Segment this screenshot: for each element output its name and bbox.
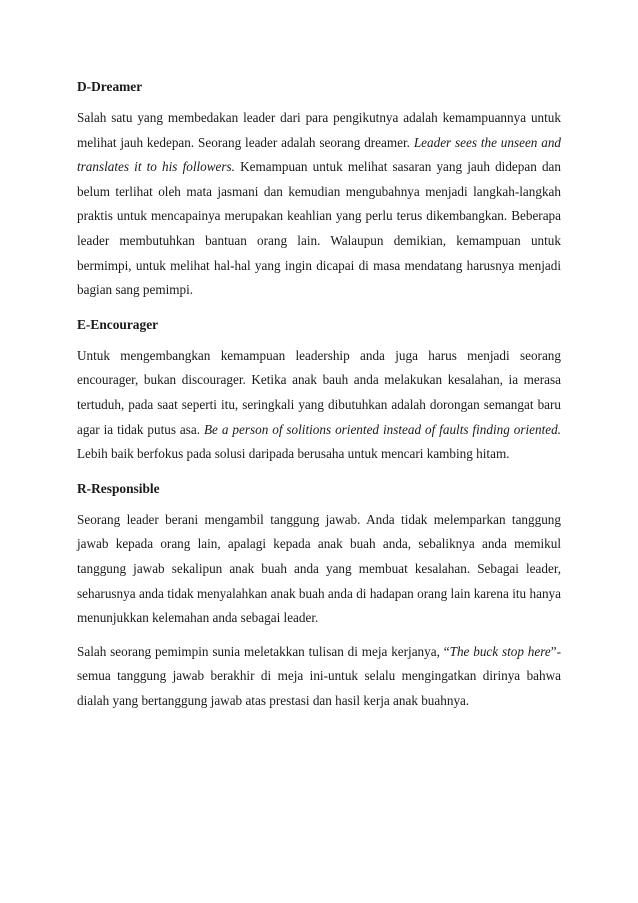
text-segment: Lebih baik berfokus pada solusi daripada berusaha untuk mencari kambing hitam.: [77, 446, 510, 462]
paragraph-dreamer: [77, 106, 561, 303]
section-heading-dreamer: D-Dreamer: [77, 79, 143, 94]
text-segment: Salah satu yang membedakan leader dari para pengikutnya adalah kemampuannya untuk melihat jauh kedepan. Seorang leader adalah seorang dreamer.: [77, 110, 561, 150]
text-segment: Untuk mengembangkan kemampuan leadership anda juga harus menjadi seorang encourager, bukan discourager. Ketika anak bauh anda melakukan kesalahan, ia merasa tertuduh, pada saat seperti itu, seringkali yang dibutuhkan adalah dorongan semangat baru agar ia tidak putus asa.: [77, 347, 561, 437]
section-heading-responsible: R-Responsible: [77, 480, 160, 496]
paragraph-buck-stop-here: [77, 640, 561, 714]
text-segment: Salah seorang pemimpin sunia meletakkan tulisan di meja kerjanya, “: [77, 643, 450, 659]
italic-quote: Leader sees the unseen and translates it to his followers.: [77, 134, 562, 175]
paragraph-responsible: [77, 508, 561, 631]
document-page: [77, 68, 561, 713]
text-segment: ”-semua tanggung jawab berakhir di meja ini-untuk selalu mengingatkan dirinya bahwa dialah yang bertanggung jawab atas prestasi dan hasil kerja anak buahnya.: [77, 643, 561, 708]
text-segment: Kemampuan untuk melihat sasaran yang jauh didepan dan belum terlihat oleh mata jasmani dan kemudian mengubahnya menjadi langkah-langkah praktis untuk mencapainya merupakan keahlian yang perlu terus dikembangkan. Beberapa leader membutuhkan bantuan orang lain. Walaupun demikian, kemampuan untuk bermimpi, untuk melihat hal-hal yang ingin dicapai di masa mendatang harusnya menjadi bagian sang pemimpi.: [77, 159, 562, 298]
text-segment: Seorang leader berani mengambil tanggung jawab. Anda tidak melemparkan tanggung jawab kepada orang lain, apalagi kepada anak buah anda, sebaliknya anda memikul tanggung jawab sekalipun anak buah anda yang membuat kesalahan. Sebagai leader, seharusnya anda tidak menyalahkan anak buah anda di hadapan orang lain karena itu hanya menunjukkan kelemahan anda sebagai leader.: [77, 511, 561, 626]
italic-quote: Be a person of solitions oriented instead of faults finding oriented.: [204, 421, 561, 437]
section-heading-encourager: E-Encourager: [77, 316, 159, 332]
italic-quote: The buck stop here: [449, 643, 551, 659]
paragraph-encourager: [77, 344, 561, 467]
